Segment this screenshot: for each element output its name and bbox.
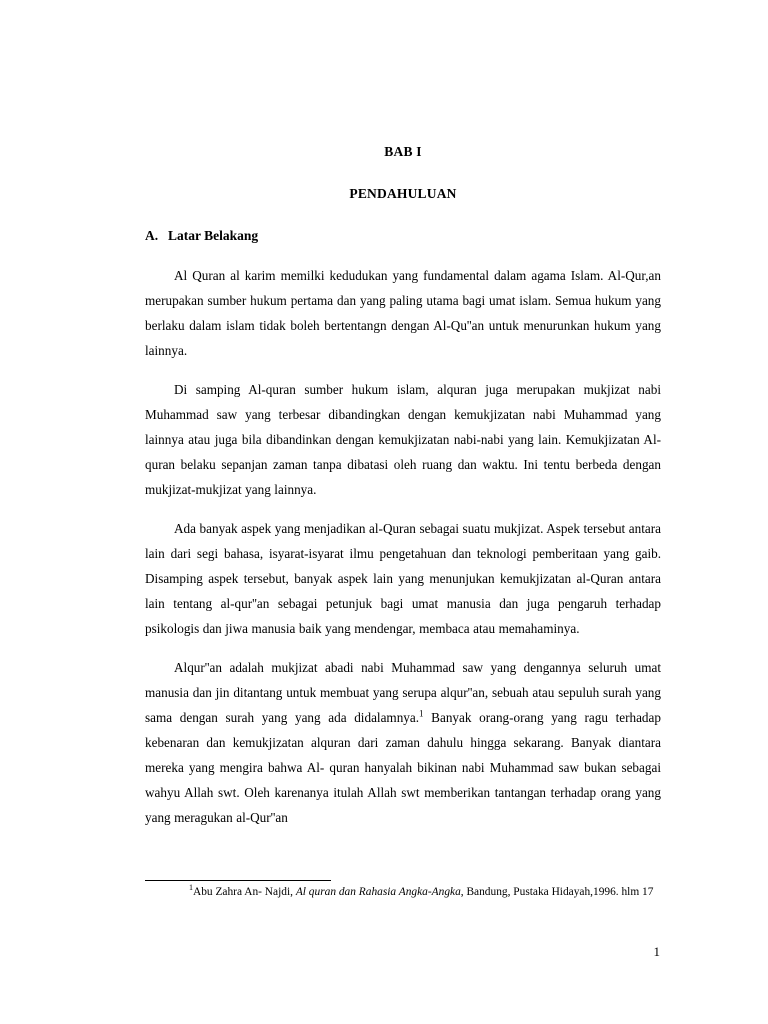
subsection-heading	[145, 227, 661, 245]
section-heading: PENDAHULUAN	[349, 185, 457, 201]
subsection-label: Latar Belakang	[168, 228, 259, 244]
paragraph-1: Al Quran al karim memilki kedudukan yang fundamental dalam agama Islam. Al-Qur,an merupakan sumber hukum pertama dan yang paling utama bagi umat islam. Semua hukum yang berlaku dalam islam tidak boleh bertentangn dengan Al-Qu''an untuk menurunkan hukum yang lainnya.	[145, 267, 661, 358]
footnote-area	[145, 880, 661, 900]
paragraph-4	[145, 655, 661, 830]
footnote-separator-rule	[145, 880, 331, 881]
footnote-title: Al quran dan Rahasia Angka-Angka	[295, 886, 461, 898]
paragraph-4-text-after-footnote-ref: Banyak orang-orang yang ragu terhadap kebenaran dan kemukjizatan alquran dari zaman dahulu hingga sekarang. Banyak diantara mereka yang mengira bahwa Al- quran hanyalah bikinan nabi Muhammad saw bukan sebagai wahyu Allah swt. Oleh karenanya itulah Allah swt memberikan tantangan terhadap orang yang yang meragukan al-Qur''an	[145, 709, 661, 825]
page-content	[145, 143, 661, 844]
page-number: 1	[653, 944, 660, 959]
footnote-number: 1	[189, 883, 193, 893]
paragraph-4-text-before-footnote-ref: Alqur''an adalah mukjizat abadi nabi Muhammad saw yang dengannya seluruh umat manusia dan jin ditantang untuk membuat yang serupa alqur''an, sebuah atau sepuluh surah yang sama dengan surah yang yang ada didalamnya.	[145, 659, 661, 725]
footnote-author: Abu Zahra An- Najdi,	[193, 886, 293, 898]
footnote-publication: , Bandung, Pustaka Hidayah,1996. hlm 17	[460, 886, 654, 898]
subsection-letter: A.	[145, 228, 159, 244]
footnote-entry	[145, 884, 661, 900]
paragraph-3: Ada banyak aspek yang menjadikan al-Quran sebagai suatu mukjizat. Aspek tersebut antara lain dari segi bahasa, isyarat-isyarat ilmu pengetahuan dan teknologi pemberitaan yang gaib. Disamping aspek tersebut, banyak aspek lain yang menunjukan kemukjizatan al-Quran antara lain tentang al-qur''an sebagai petunjuk bagi umat manusia dan juga pengaruh terhadap psikologis dan jiwa manusia baik yang mendengar, membaca atau memahaminya.	[145, 520, 661, 636]
footnote-reference-marker[interactable]: 1	[419, 708, 424, 719]
chapter-heading: BAB I	[384, 144, 422, 159]
paragraph-2: Di samping Al-quran sumber hukum islam, alquran juga merupakan mukjizat nabi Muhammad saw yang terbesar dibandingkan dengan kemukjizatan nabi Muhammad yang lainnya atau juga bila dibandinkan dengan kemukjizatan nabi-nabi yang lain. Kemukjizatan Al-quran belaku sepanjan zaman tanpa dibatasi oleh ruang dan waktu. Ini tentu berbeda dengan mukjizat-mukjizat yang lainnya.	[145, 381, 661, 497]
